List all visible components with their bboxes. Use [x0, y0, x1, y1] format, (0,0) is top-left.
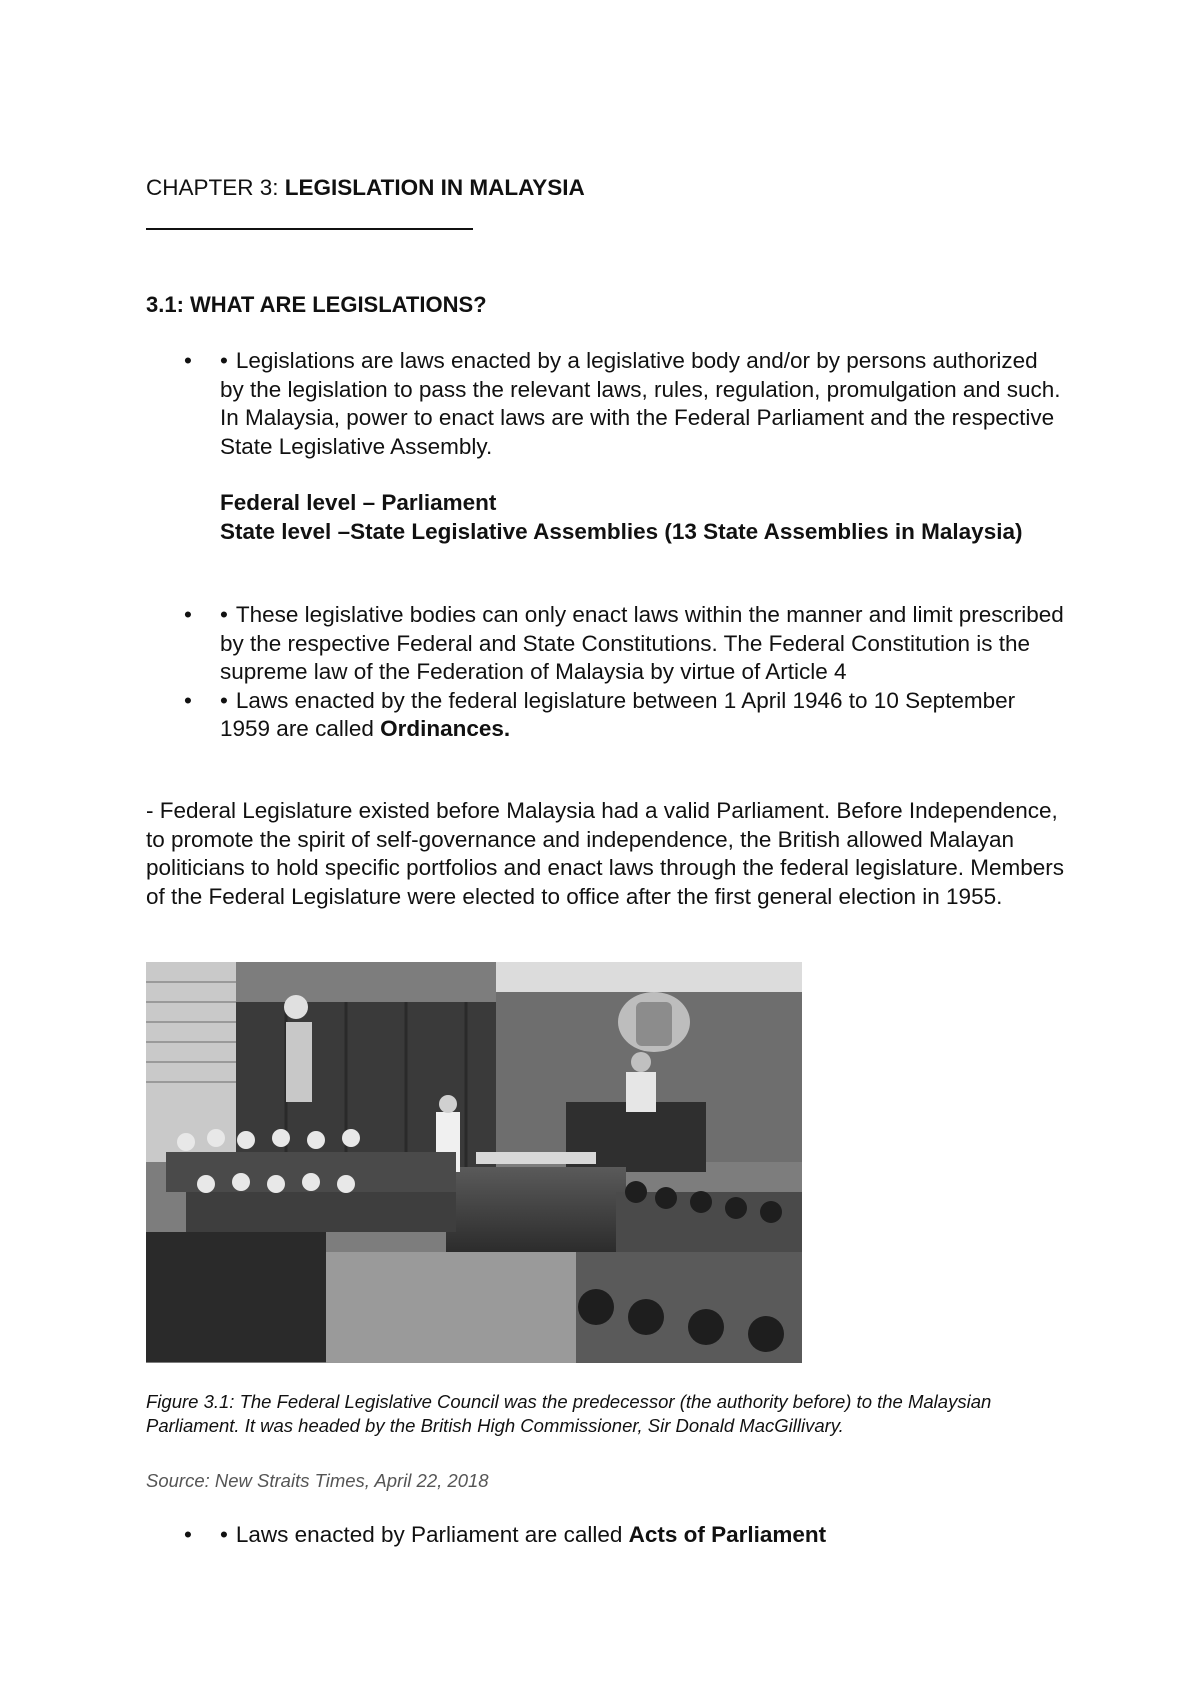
bullet-marker-inner: • — [220, 687, 228, 713]
section-heading: 3.1: WHAT ARE LEGISLATIONS? — [146, 292, 487, 317]
figure-source: Source: New Straits Times, April 22, 2018 — [146, 1470, 489, 1491]
bullet-text: Laws enacted by the federal legislature between 1 April 1946 to 10 September 1959 are called — [220, 687, 1016, 741]
bullet-marker-inner: • — [220, 348, 228, 373]
heading-rule — [146, 228, 473, 230]
acts-of-parliament-term: Acts of Parliament — [628, 1522, 827, 1547]
bullet-marker-inner: • — [220, 1522, 228, 1547]
chapter-heading — [146, 174, 585, 202]
bullet-list-1 — [146, 347, 1066, 546]
bullet-text: These legislative bodies can only enact laws within the manner and limit prescribed by the respective Federal and State Constitutions. The Federal Constitution is the supreme law of the Federation of Malaysia by virtue of Article 4 — [220, 602, 1064, 684]
bullet-list-3 — [146, 1521, 1066, 1550]
body-paragraph: - Federal Legislature existed before Malaysia had a valid Parliament. Before Independence, to promote the spirit of self-governance and independence, the British allowed Malayan politicians to hold specific portfolios and enact laws through the federal legislature. Members of the Federal Legislature were elected to office after the first general election in 1955. — [146, 798, 1064, 909]
bullet-text: Laws enacted by Parliament are called — [235, 1522, 629, 1547]
bullet-marker-inner: • — [220, 602, 228, 627]
bullet-marker: • — [184, 1522, 192, 1547]
list-item — [146, 347, 1066, 461]
list-item — [146, 1521, 1066, 1550]
bullet-marker: • — [184, 602, 192, 627]
photo-illustration — [146, 962, 802, 1363]
chapter-title: LEGISLATION IN MALAYSIA — [284, 175, 585, 200]
bullet-marker: • — [184, 348, 192, 373]
chapter-prefix: CHAPTER 3: — [146, 175, 285, 200]
list-item — [146, 601, 1066, 687]
legislative-council-photo — [146, 962, 802, 1363]
bullet-text: Legislations are laws enacted by a legislative body and/or by persons authorized by the legislation to pass the relevant laws, rules, regulation, promulgation and such. In Malaysia, power to enact laws are with the Federal Parliament and the respective State Legislative Assembly. — [220, 348, 1061, 459]
list-item — [146, 687, 1066, 744]
bullet-marker: • — [184, 687, 192, 713]
state-level-label: State level –State Legislative Assemblies (13 State Assemblies in Malaysia) — [220, 518, 1023, 544]
federal-level-label: Federal level – Parliament — [220, 490, 497, 515]
figure-caption: Figure 3.1: The Federal Legislative Council was the predecessor (the authority before) to the Malaysian Parliament. It was headed by the British High Commissioner, Sir Donald MacGillivary. — [146, 1391, 992, 1436]
ordinances-term: Ordinances. — [380, 716, 511, 741]
bullet-list-2 — [146, 601, 1066, 744]
